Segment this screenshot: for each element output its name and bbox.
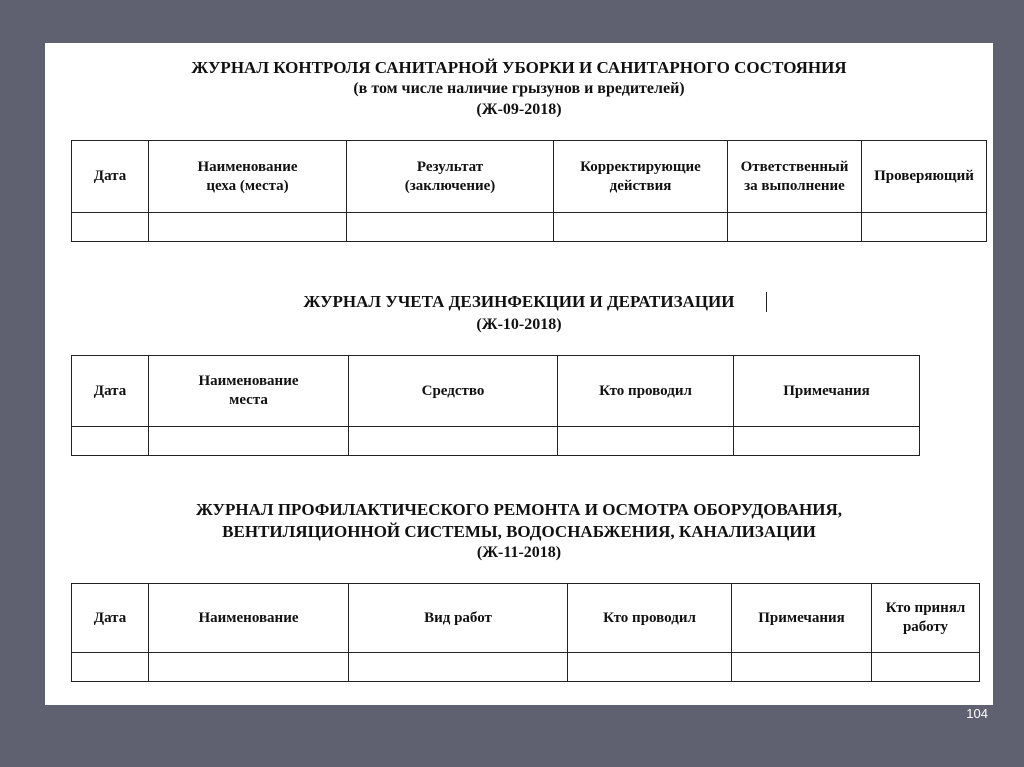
journal3-col-date: Дата [72, 584, 149, 653]
journal3-table [71, 583, 980, 682]
document-page [45, 43, 993, 705]
journal1-col-result: Результат (заключение) [347, 141, 554, 213]
journal3-header-row [72, 584, 980, 653]
journal1-title: ЖУРНАЛ КОНТРОЛЯ САНИТАРНОЙ УБОРКИ И САНИТАРНОГО СОСТОЯНИЯ [191, 58, 847, 77]
page-number: 104 [966, 706, 988, 721]
journal1-col-responsible: Ответственный за выполнение [728, 141, 862, 213]
journal2-header-row [72, 356, 920, 427]
text-cursor [766, 292, 767, 312]
journal1-col-inspector: Проверяющий [862, 141, 987, 213]
journal2-empty-row [72, 427, 920, 456]
journal2-col-place: Наименование места [149, 356, 349, 427]
journal1-table [71, 140, 987, 242]
journal3-code: (Ж-11-2018) [476, 544, 562, 561]
journal3-col-accepted-by: Кто принял работу [872, 584, 980, 653]
journal3-col-notes: Примечания [732, 584, 872, 653]
journal3-col-performer: Кто проводил [568, 584, 732, 653]
journal2-code: (Ж-10-2018) [476, 316, 562, 333]
journal3-empty-row [72, 653, 980, 682]
journal1-empty-row [72, 213, 987, 242]
journal1-header-row [72, 141, 987, 213]
journal2-col-performer: Кто проводил [558, 356, 734, 427]
journal1-col-place: Наименование цеха (места) [149, 141, 347, 213]
journal3-title: ЖУРНАЛ ПРОФИЛАКТИЧЕСКОГО РЕМОНТА И ОСМОТРА ОБОРУДОВАНИЯ, [195, 500, 842, 519]
journal2-col-date: Дата [72, 356, 149, 427]
journal3-col-work-type: Вид работ [349, 584, 568, 653]
journal3-col-name: Наименование [149, 584, 349, 653]
journal1-col-date: Дата [72, 141, 149, 213]
journal2-table [71, 355, 920, 456]
journal2-title: ЖУРНАЛ УЧЕТА ДЕЗИНФЕКЦИИ И ДЕРАТИЗАЦИИ [303, 292, 735, 311]
journal1-col-actions: Корректирующие действия [554, 141, 728, 213]
journal1-subtitle: (в том числе наличие грызунов и вредителей) [353, 80, 685, 97]
journal3-title-line2: ВЕНТИЛЯЦИОННОЙ СИСТЕМЫ, ВОДОСНАБЖЕНИЯ, КАНАЛИЗАЦИИ [222, 522, 816, 541]
journal2-col-notes: Примечания [734, 356, 920, 427]
journal1-code: (Ж-09-2018) [476, 101, 562, 118]
journal2-col-agent: Средство [349, 356, 558, 427]
